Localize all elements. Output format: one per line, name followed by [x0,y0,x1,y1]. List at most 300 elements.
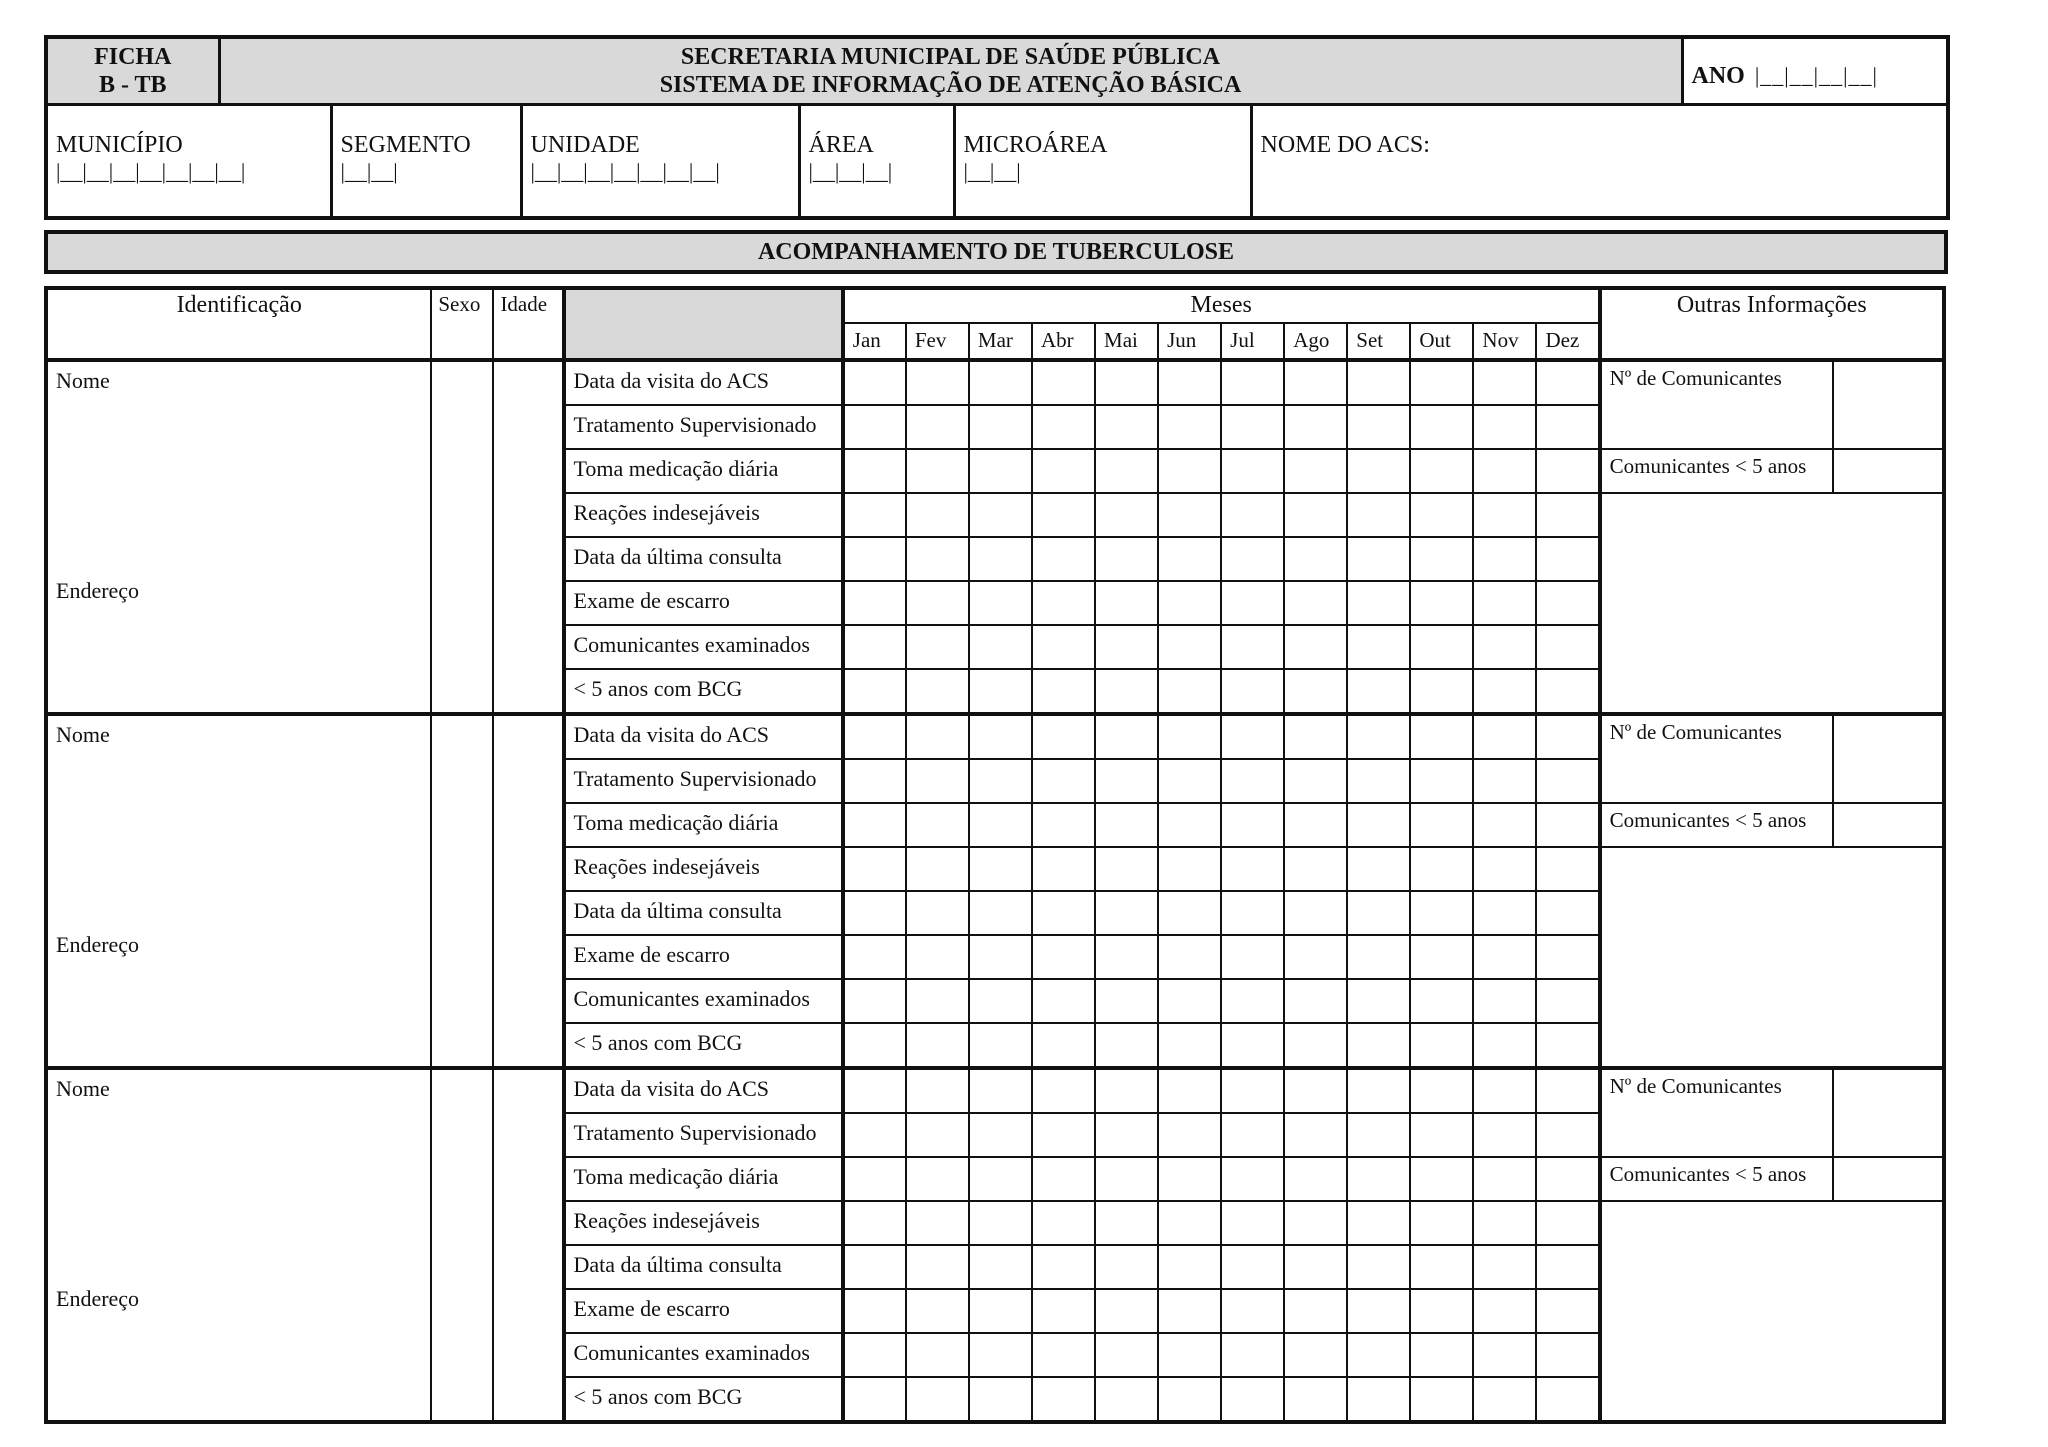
month-cell-mar[interactable] [969,935,1032,979]
month-cell-mai[interactable] [1095,1245,1158,1289]
month-cell-dez[interactable] [1536,714,1599,759]
month-cell-abr[interactable] [1032,847,1095,891]
month-cell-jan[interactable] [843,669,906,714]
month-cell-out[interactable] [1410,979,1473,1023]
month-cell-jul[interactable] [1221,405,1284,449]
comunicantes-5-value[interactable] [1833,1157,1944,1201]
month-cell-abr[interactable] [1032,935,1095,979]
month-cell-jul[interactable] [1221,1157,1284,1201]
month-cell-nov[interactable] [1473,1377,1536,1422]
month-cell-jun[interactable] [1158,935,1221,979]
month-cell-ago[interactable] [1284,803,1347,847]
month-cell-fev[interactable] [906,493,969,537]
month-cell-ago[interactable] [1284,1113,1347,1157]
month-cell-jun[interactable] [1158,1157,1221,1201]
month-cell-set[interactable] [1347,1245,1410,1289]
month-cell-fev[interactable] [906,891,969,935]
month-cell-mai[interactable] [1095,1333,1158,1377]
month-cell-ago[interactable] [1284,1377,1347,1422]
month-cell-out[interactable] [1410,1157,1473,1201]
month-cell-dez[interactable] [1536,537,1599,581]
sexo-cell-2[interactable] [431,714,493,1068]
month-cell-fev[interactable] [906,1377,969,1422]
month-cell-jan[interactable] [843,1201,906,1245]
month-cell-nov[interactable] [1473,360,1536,405]
month-cell-out[interactable] [1410,935,1473,979]
month-cell-out[interactable] [1410,405,1473,449]
month-cell-jul[interactable] [1221,847,1284,891]
month-cell-abr[interactable] [1032,1157,1095,1201]
month-cell-ago[interactable] [1284,935,1347,979]
month-cell-out[interactable] [1410,1333,1473,1377]
month-cell-fev[interactable] [906,847,969,891]
month-cell-jan[interactable] [843,493,906,537]
month-cell-fev[interactable] [906,449,969,493]
month-cell-jun[interactable] [1158,1023,1221,1068]
month-cell-dez[interactable] [1536,891,1599,935]
month-cell-out[interactable] [1410,1068,1473,1113]
month-cell-mai[interactable] [1095,1201,1158,1245]
month-cell-abr[interactable] [1032,669,1095,714]
month-cell-jun[interactable] [1158,891,1221,935]
month-cell-out[interactable] [1410,1023,1473,1068]
month-cell-set[interactable] [1347,1201,1410,1245]
month-cell-jan[interactable] [843,1113,906,1157]
comunicantes-5-value[interactable] [1833,449,1944,493]
ano-field[interactable] [1682,37,1948,105]
comunicantes-5-value[interactable] [1833,803,1944,847]
month-cell-mai[interactable] [1095,1289,1158,1333]
month-cell-nov[interactable] [1473,891,1536,935]
n-comunicantes-value[interactable] [1833,714,1944,803]
month-cell-ago[interactable] [1284,979,1347,1023]
month-cell-jul[interactable] [1221,891,1284,935]
month-cell-nov[interactable] [1473,935,1536,979]
area-field[interactable] [799,105,954,219]
month-cell-fev[interactable] [906,1023,969,1068]
month-cell-abr[interactable] [1032,1068,1095,1113]
month-cell-mai[interactable] [1095,625,1158,669]
month-cell-jun[interactable] [1158,449,1221,493]
month-cell-ago[interactable] [1284,493,1347,537]
month-cell-set[interactable] [1347,847,1410,891]
month-cell-jul[interactable] [1221,625,1284,669]
patient-identification-2[interactable] [46,714,431,1068]
month-cell-mai[interactable] [1095,581,1158,625]
month-cell-out[interactable] [1410,449,1473,493]
month-cell-jul[interactable] [1221,759,1284,803]
month-cell-mar[interactable] [969,847,1032,891]
month-cell-mar[interactable] [969,1289,1032,1333]
month-cell-out[interactable] [1410,803,1473,847]
month-cell-ago[interactable] [1284,405,1347,449]
month-cell-jul[interactable] [1221,581,1284,625]
month-cell-dez[interactable] [1536,1113,1599,1157]
month-cell-fev[interactable] [906,759,969,803]
month-cell-jul[interactable] [1221,1289,1284,1333]
month-cell-nov[interactable] [1473,1157,1536,1201]
unidade-field[interactable] [521,105,799,219]
month-cell-jan[interactable] [843,1333,906,1377]
month-cell-nov[interactable] [1473,1113,1536,1157]
month-cell-ago[interactable] [1284,449,1347,493]
month-cell-mai[interactable] [1095,405,1158,449]
month-cell-out[interactable] [1410,891,1473,935]
month-cell-mar[interactable] [969,1377,1032,1422]
month-cell-abr[interactable] [1032,449,1095,493]
month-cell-mar[interactable] [969,360,1032,405]
month-cell-abr[interactable] [1032,1333,1095,1377]
month-cell-out[interactable] [1410,1289,1473,1333]
month-cell-ago[interactable] [1284,581,1347,625]
month-cell-fev[interactable] [906,1113,969,1157]
month-cell-set[interactable] [1347,537,1410,581]
month-cell-nov[interactable] [1473,449,1536,493]
month-cell-set[interactable] [1347,759,1410,803]
month-cell-nov[interactable] [1473,759,1536,803]
idade-cell-1[interactable] [493,360,563,714]
month-cell-mai[interactable] [1095,1157,1158,1201]
month-cell-dez[interactable] [1536,625,1599,669]
month-cell-mar[interactable] [969,1245,1032,1289]
idade-cell-2[interactable] [493,714,563,1068]
month-cell-jun[interactable] [1158,979,1221,1023]
month-cell-jan[interactable] [843,979,906,1023]
month-cell-abr[interactable] [1032,537,1095,581]
month-cell-set[interactable] [1347,625,1410,669]
month-cell-out[interactable] [1410,714,1473,759]
month-cell-mar[interactable] [969,1333,1032,1377]
month-cell-fev[interactable] [906,979,969,1023]
month-cell-out[interactable] [1410,669,1473,714]
month-cell-jul[interactable] [1221,1023,1284,1068]
month-cell-dez[interactable] [1536,405,1599,449]
month-cell-ago[interactable] [1284,891,1347,935]
month-cell-dez[interactable] [1536,1377,1599,1422]
month-cell-jul[interactable] [1221,714,1284,759]
month-cell-out[interactable] [1410,1377,1473,1422]
segmento-field[interactable] [331,105,521,219]
month-cell-mai[interactable] [1095,1377,1158,1422]
month-cell-abr[interactable] [1032,625,1095,669]
month-cell-jul[interactable] [1221,537,1284,581]
month-cell-nov[interactable] [1473,847,1536,891]
month-cell-jun[interactable] [1158,360,1221,405]
month-cell-ago[interactable] [1284,1289,1347,1333]
month-cell-fev[interactable] [906,537,969,581]
month-cell-out[interactable] [1410,1201,1473,1245]
month-cell-set[interactable] [1347,891,1410,935]
n-comunicantes-value[interactable] [1833,1068,1944,1157]
month-cell-mai[interactable] [1095,847,1158,891]
month-cell-set[interactable] [1347,803,1410,847]
month-cell-set[interactable] [1347,1023,1410,1068]
month-cell-out[interactable] [1410,847,1473,891]
month-cell-jul[interactable] [1221,1068,1284,1113]
month-cell-set[interactable] [1347,979,1410,1023]
month-cell-abr[interactable] [1032,1245,1095,1289]
month-cell-jun[interactable] [1158,1333,1221,1377]
idade-cell-3[interactable] [493,1068,563,1422]
outras-informacoes-notes[interactable] [1600,493,1944,714]
month-cell-mar[interactable] [969,1113,1032,1157]
month-cell-mai[interactable] [1095,669,1158,714]
month-cell-jul[interactable] [1221,1201,1284,1245]
month-cell-jun[interactable] [1158,625,1221,669]
month-cell-out[interactable] [1410,759,1473,803]
month-cell-mar[interactable] [969,1023,1032,1068]
month-cell-nov[interactable] [1473,625,1536,669]
month-cell-mai[interactable] [1095,360,1158,405]
month-cell-set[interactable] [1347,669,1410,714]
month-cell-abr[interactable] [1032,759,1095,803]
month-cell-mai[interactable] [1095,891,1158,935]
month-cell-mar[interactable] [969,449,1032,493]
month-cell-nov[interactable] [1473,1201,1536,1245]
month-cell-jun[interactable] [1158,1245,1221,1289]
month-cell-jun[interactable] [1158,803,1221,847]
month-cell-abr[interactable] [1032,979,1095,1023]
month-cell-mar[interactable] [969,493,1032,537]
month-cell-ago[interactable] [1284,847,1347,891]
month-cell-set[interactable] [1347,1377,1410,1422]
sexo-cell-1[interactable] [431,360,493,714]
month-cell-jul[interactable] [1221,1113,1284,1157]
month-cell-nov[interactable] [1473,1023,1536,1068]
month-cell-fev[interactable] [906,405,969,449]
month-cell-nov[interactable] [1473,1333,1536,1377]
month-cell-mar[interactable] [969,979,1032,1023]
month-cell-fev[interactable] [906,669,969,714]
month-cell-jun[interactable] [1158,581,1221,625]
month-cell-dez[interactable] [1536,1157,1599,1201]
month-cell-fev[interactable] [906,714,969,759]
month-cell-mar[interactable] [969,581,1032,625]
month-cell-ago[interactable] [1284,1333,1347,1377]
month-cell-dez[interactable] [1536,1068,1599,1113]
month-cell-mai[interactable] [1095,1068,1158,1113]
month-cell-nov[interactable] [1473,979,1536,1023]
month-cell-nov[interactable] [1473,1289,1536,1333]
month-cell-fev[interactable] [906,1157,969,1201]
month-cell-abr[interactable] [1032,405,1095,449]
month-cell-mai[interactable] [1095,979,1158,1023]
microarea-field[interactable] [954,105,1251,219]
outras-informacoes-notes[interactable] [1600,1201,1944,1422]
month-cell-fev[interactable] [906,935,969,979]
month-cell-jul[interactable] [1221,1245,1284,1289]
month-cell-ago[interactable] [1284,759,1347,803]
month-cell-set[interactable] [1347,714,1410,759]
month-cell-dez[interactable] [1536,1333,1599,1377]
month-cell-jan[interactable] [843,625,906,669]
month-cell-abr[interactable] [1032,714,1095,759]
month-cell-out[interactable] [1410,1245,1473,1289]
month-cell-out[interactable] [1410,1113,1473,1157]
month-cell-abr[interactable] [1032,803,1095,847]
month-cell-fev[interactable] [906,581,969,625]
month-cell-ago[interactable] [1284,669,1347,714]
month-cell-set[interactable] [1347,1068,1410,1113]
month-cell-mai[interactable] [1095,493,1158,537]
month-cell-jan[interactable] [843,935,906,979]
month-cell-ago[interactable] [1284,360,1347,405]
month-cell-set[interactable] [1347,581,1410,625]
month-cell-abr[interactable] [1032,1377,1095,1422]
month-cell-mai[interactable] [1095,1113,1158,1157]
month-cell-mai[interactable] [1095,714,1158,759]
month-cell-set[interactable] [1347,1157,1410,1201]
month-cell-set[interactable] [1347,1333,1410,1377]
month-cell-mai[interactable] [1095,1023,1158,1068]
month-cell-dez[interactable] [1536,935,1599,979]
month-cell-jan[interactable] [843,1289,906,1333]
month-cell-mai[interactable] [1095,449,1158,493]
month-cell-set[interactable] [1347,405,1410,449]
month-cell-abr[interactable] [1032,1289,1095,1333]
month-cell-nov[interactable] [1473,803,1536,847]
month-cell-jul[interactable] [1221,1333,1284,1377]
month-cell-mar[interactable] [969,714,1032,759]
month-cell-mar[interactable] [969,1201,1032,1245]
month-cell-dez[interactable] [1536,493,1599,537]
month-cell-abr[interactable] [1032,360,1095,405]
month-cell-jul[interactable] [1221,1377,1284,1422]
month-cell-fev[interactable] [906,625,969,669]
month-cell-jul[interactable] [1221,360,1284,405]
month-cell-mai[interactable] [1095,759,1158,803]
month-cell-mar[interactable] [969,759,1032,803]
month-cell-nov[interactable] [1473,405,1536,449]
month-cell-nov[interactable] [1473,537,1536,581]
month-cell-mar[interactable] [969,891,1032,935]
month-cell-mai[interactable] [1095,803,1158,847]
month-cell-dez[interactable] [1536,449,1599,493]
sexo-cell-3[interactable] [431,1068,493,1422]
month-cell-dez[interactable] [1536,847,1599,891]
month-cell-jun[interactable] [1158,759,1221,803]
month-cell-nov[interactable] [1473,1245,1536,1289]
month-cell-dez[interactable] [1536,360,1599,405]
month-cell-jan[interactable] [843,847,906,891]
patient-identification-3[interactable] [46,1068,431,1422]
month-cell-dez[interactable] [1536,581,1599,625]
month-cell-mar[interactable] [969,1068,1032,1113]
month-cell-jan[interactable] [843,714,906,759]
outras-informacoes-notes[interactable] [1600,847,1944,1068]
month-cell-nov[interactable] [1473,581,1536,625]
month-cell-abr[interactable] [1032,1113,1095,1157]
month-cell-jan[interactable] [843,1023,906,1068]
month-cell-fev[interactable] [906,1245,969,1289]
month-cell-ago[interactable] [1284,1023,1347,1068]
month-cell-mai[interactable] [1095,537,1158,581]
month-cell-dez[interactable] [1536,803,1599,847]
month-cell-fev[interactable] [906,803,969,847]
month-cell-out[interactable] [1410,581,1473,625]
month-cell-abr[interactable] [1032,1023,1095,1068]
month-cell-jan[interactable] [843,449,906,493]
patient-identification-1[interactable] [46,360,431,714]
month-cell-out[interactable] [1410,360,1473,405]
month-cell-out[interactable] [1410,537,1473,581]
month-cell-jul[interactable] [1221,669,1284,714]
month-cell-mar[interactable] [969,1157,1032,1201]
month-cell-dez[interactable] [1536,759,1599,803]
month-cell-jan[interactable] [843,891,906,935]
month-cell-dez[interactable] [1536,669,1599,714]
month-cell-jun[interactable] [1158,1377,1221,1422]
month-cell-jun[interactable] [1158,493,1221,537]
month-cell-dez[interactable] [1536,1023,1599,1068]
municipio-field[interactable] [46,105,331,219]
month-cell-jun[interactable] [1158,1113,1221,1157]
month-cell-abr[interactable] [1032,493,1095,537]
month-cell-jul[interactable] [1221,935,1284,979]
month-cell-fev[interactable] [906,1201,969,1245]
month-cell-set[interactable] [1347,449,1410,493]
month-cell-nov[interactable] [1473,714,1536,759]
month-cell-ago[interactable] [1284,1157,1347,1201]
month-cell-jun[interactable] [1158,1289,1221,1333]
month-cell-mai[interactable] [1095,935,1158,979]
month-cell-jun[interactable] [1158,669,1221,714]
month-cell-jan[interactable] [843,1068,906,1113]
month-cell-set[interactable] [1347,1289,1410,1333]
month-cell-ago[interactable] [1284,625,1347,669]
month-cell-set[interactable] [1347,935,1410,979]
month-cell-jan[interactable] [843,581,906,625]
month-cell-jun[interactable] [1158,537,1221,581]
month-cell-set[interactable] [1347,493,1410,537]
month-cell-jan[interactable] [843,1245,906,1289]
month-cell-fev[interactable] [906,1333,969,1377]
month-cell-nov[interactable] [1473,669,1536,714]
month-cell-out[interactable] [1410,625,1473,669]
month-cell-jan[interactable] [843,803,906,847]
month-cell-dez[interactable] [1536,1289,1599,1333]
month-cell-dez[interactable] [1536,979,1599,1023]
month-cell-abr[interactable] [1032,581,1095,625]
month-cell-jul[interactable] [1221,493,1284,537]
month-cell-jun[interactable] [1158,405,1221,449]
month-cell-jan[interactable] [843,405,906,449]
month-cell-dez[interactable] [1536,1245,1599,1289]
month-cell-nov[interactable] [1473,1068,1536,1113]
month-cell-jun[interactable] [1158,714,1221,759]
month-cell-mar[interactable] [969,405,1032,449]
month-cell-out[interactable] [1410,493,1473,537]
month-cell-jul[interactable] [1221,979,1284,1023]
month-cell-abr[interactable] [1032,1201,1095,1245]
month-cell-jun[interactable] [1158,847,1221,891]
month-cell-fev[interactable] [906,1068,969,1113]
month-cell-jan[interactable] [843,1377,906,1422]
month-cell-jun[interactable] [1158,1201,1221,1245]
month-cell-ago[interactable] [1284,1068,1347,1113]
month-cell-fev[interactable] [906,1289,969,1333]
month-cell-jan[interactable] [843,1157,906,1201]
month-cell-jul[interactable] [1221,803,1284,847]
month-cell-jan[interactable] [843,759,906,803]
month-cell-ago[interactable] [1284,714,1347,759]
n-comunicantes-value[interactable] [1833,360,1944,449]
nome-acs-field[interactable] [1251,105,1948,219]
month-cell-jul[interactable] [1221,449,1284,493]
month-cell-fev[interactable] [906,360,969,405]
month-cell-abr[interactable] [1032,891,1095,935]
month-cell-jan[interactable] [843,537,906,581]
